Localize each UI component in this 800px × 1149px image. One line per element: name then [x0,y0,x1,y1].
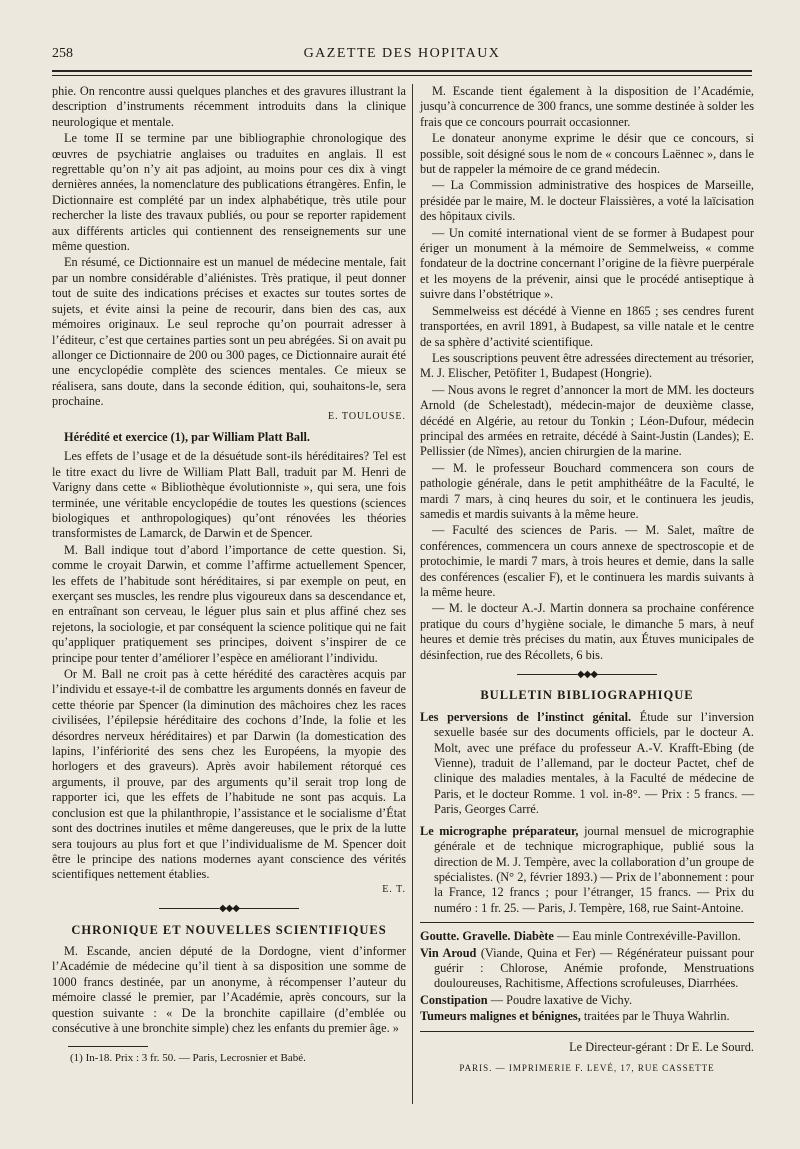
bibliography-title: Le micrographe préparateur, [420,823,579,838]
paragraph: — M. le docteur A.-J. Martin donnera sa prochaine conférence pratique du cours d’hygiène sociale, le dimanche 5 mars, à neuf heures et demie très précises du matin, aux Étuves municipales de désinfection, rue des Récollets, 6 bis. [420,601,754,662]
section-heading: CHRONIQUE ET NOUVELLES SCIENTIFIQUES [71,922,387,937]
advert-text: — Poudre laxative de Vichy. [487,992,633,1007]
bibliography-title: Les perversions de l’instinct génital. [420,709,632,724]
bibliography-entry [420,824,754,916]
paragraph: M. Ball indique tout d’abord l’importance de cette question. Si, comme le croyait Darwin, et comme l’affirme actuellement Spencer, les effets de l’habitude sont héréditaires, si par exemple on peut, en exerçant ses muscles, les rendre plus vigoureux dans sa descendance et, en entraînant son cerveau, le léguer plus sain et plus affiné chez ses rejetons, la sociologie, et par conséquent la science politique qui ne fait qu’appliquer pratiquement ses principes, doivent s’inspirer de ce principe pour tenter d’améliorer l’espèce en améliorant l’individu. [52,542,406,665]
paragraph: En résumé, ce Dictionnaire est un manuel de médecine mentale, fait par un nombre considérable d’aliénistes. Très pratique, il peut donner tout de suite des indications précises et exactes sur toutes sortes de sujets, et évite ainsi la peine de recourir, dans bien des cas, aux mémoires originaux. Le seul reproche qu’on pourrait adresser à l’éditeur, c’est que certaines parties sont un peu abrégées. Si on avait pu allonger ce Dictionnaire de 200 ou 300 pages, ce Dictionnaire aurait été une encyclopédie complète des sciences mentales. Ce mieux se réalisera, sans doute, dans la seconde édition, qui, souhaitons-le, sera prochaine. [52,255,406,409]
advert-title: Vin Aroud [420,945,477,960]
printer-imprint: PARIS. — IMPRIMERIE F. LEVÉ, 17, RUE CASSETTE [459,1062,715,1073]
paragraph: Le tome II se termine par une bibliographie chronologique des œuvres de psychiatrie anglaises ou traduites en anglais. Il est regrettable qu’on n’y ait pas adjoint, au moins pour ces dix à vingt dernières années, la nomenclature des publications étrangères. Enfin, le Dictionnaire est complété par un index alphabétique, très utile pour rechercher la liste des travaux publiés, ou pour se reporter rapidement aux différents articles qui contiennent des renseignements sur une même question. [52,131,406,254]
ornament-divider: ◆◆◆ [420,667,754,682]
signature: E. T. [382,883,406,895]
column-divider [412,84,413,1104]
paragraph: Or M. Ball ne croit pas à cette hérédité des caractères acquis par l’individu et essaye-t-il de combattre les arguments donnés en faveur de cette théorie par Spencer (la diminution des mâchoires chez les races civilisées, l’épilepsie héréditaire des cochons d’Inde, la folie et les désordres nerveux héréditaires) et par Darwin (la domestication des lapins, l’infériorité des sens chez les Européens, la myopie des horlogers et des graveurs). Après avoir habilement rétorqué ces arguments, il prouve, par des arguments qu’il serait trop long de rapporter ici, que les effets de l’habitude ne sont pas acquis. La conclusion est que la philanthropie, l’assistance et le socialisme d’État sont des doctrines inutiles et même dangereuses, que le prix de la lutte sera toujours au plus fort et que l’individualisme de M. Spencer doit être le principe des nations modernes ayant conscience des vérités scientifiques nettement établies. [52,667,406,882]
page-header [52,46,752,66]
advert-text: traitées par le Thuya Wahrlin. [580,1009,730,1024]
page-number: 258 [52,46,73,61]
advert-text: — Eau minle Contrexéville-Pavillon. [553,929,741,944]
bibliography-text: Étude sur l’inversion sexuelle basée sur des documents officiels, par le docteur A. Molt, avec une préface du professeur A.-V. Krafft-Ebing (de Vienne), traduit de l’allemand, par le docteur Pactet, chef de clinique des maladies mentales, à la Faculté de médecine de Paris, et le docteur Romme. 1 vol. in-8°. — Prix : 5 francs. — Paris, Georges Carré. [434,709,754,817]
header-rule-thin [52,75,752,76]
paragraph: Le donateur anonyme exprime le désir que ce concours, si possible, soit désigné sous le nom de « concours Laënnec », dans le but de rappeler la mémoire de ce grand médecin. [420,131,754,177]
advert-title: Goutte. Gravelle. Diabète [420,929,554,944]
paragraph: Les effets de l’usage et de la désuétude sont-ils héréditaires? Tel est le titre exact du livre de William Platt Ball, traduit par M. Henri de Varigny dans cette « Bibliothèque évolutionniste », qui sera, une fois terminée, une véritable encyclopédie de toutes les questions (sciences biologiques et anthropologiques) qu’ont rénovées les théories transformistes de Lamarck, de Darwin et de Spencer. [52,449,406,541]
paragraph: — M. le professeur Bouchard commencera son cours de pathologie générale, dans le petit amphithéâtre de la Faculté, le mardi 7 mars, à cinq heures du soir, et le continuera les jeudis, samedis et mardis suivants à la même heure. [420,460,754,521]
footnote-rule [68,1046,148,1047]
advert-line [420,1009,754,1024]
journal-title: GAZETTE DES HOPITAUX [303,46,501,61]
director-manager: Le Directeur-gérant : Dr E. Le Sourd. [569,1039,754,1054]
ornament-divider: ◆◆◆ [52,901,406,916]
paragraph: — La Commission administrative des hospices de Marseille, présidée par le maire, M. le docteur Flaissières, a voté la laïcisation des hôpitaux civils. [420,178,754,224]
advert-title: Tumeurs malignes et bénignes, [420,1009,581,1024]
paragraph: Semmelweiss est décédé à Vienne en 1865 ; ses cendres furent transportées, en avril 1891, à Budapest, sa ville natale et le centre de sa sphère d’activité scientifique. [420,303,754,349]
signature: E. TOULOUSE. [327,410,406,422]
paragraph: phie. On rencontre aussi quelques planches et des gravures illustrant la description d’instruments récemment introduits dans la clinique neurologique et mentale. [52,84,406,129]
header-rule [52,70,752,72]
advert-line [420,929,754,944]
footnote: (1) In-18. Prix : 3 fr. 50. — Paris, Lecrosnier et Babé. [70,1052,306,1065]
paragraph: M. Escande tient également à la disposition de l’Académie, jusqu’à concurrence de 300 francs, une somme destinée à solder les frais que ce concours pourrait occasionner. [420,84,754,129]
right-column [420,84,754,1076]
advert-rule [420,922,754,923]
paragraph: Les souscriptions peuvent être adressées directement au trésorier, M. J. Elischer, Petöfiter 1, Budapest (Hongrie). [420,350,754,381]
paragraph: — Un comité international vient de se former à Budapest pour ériger un monument à la mémoire de Semmelweiss, « comme fondateur de la doctrine concernant l’origine de la fièvre puerpérale et les moyens de la prévenir, ainsi que le procédé antiseptique à suivre dans l’obstétrique ». [420,225,754,302]
left-column [52,84,406,1068]
advert-title: Constipation [420,992,488,1007]
paragraph: M. Escande, ancien député de la Dordogne, vient d’informer l’Académie de médecine qu’il tient à sa disposition une somme de 1000 francs destinée, par un anonyme, à récompenser l’auteur du mémoire classé le premier, par l’Académie, après concours, sur la question suivante : « De la bronchite capillaire (d’emblée ou consécutive à une bronchite simple) chez les enfants du premier âge. » [52,943,406,1035]
bibliography-entry [420,710,754,818]
article-title: Hérédité et exercice (1), par William Platt Ball. [64,429,310,444]
section-heading: BULLETIN BIBLIOGRAPHIQUE [480,688,694,703]
advert-rule [420,1031,754,1032]
paragraph: — Faculté des sciences de Paris. — M. Salet, maître de conférences, commencera un cours annexe de spectroscopie et de protochimie, le mardi 7 mars, à trois heures et demie, dans la salle des conférences (escalier F), et le continuera les mardis suivants à la même heure. [420,523,754,599]
paragraph: — Nous avons le regret d’annoncer la mort de MM. les docteurs Arnold (de Schelestadt), médecin-major de deuxième classe, décédé en Algérie, au retour du Tonkin ; Léon-Dufour, médecin principal des armées en retraite, décédé à Saint-Justin (Landes); E. Pellissier (de Nîmes), ancien chirurgien de la marine. [420,382,754,459]
advert-line [420,946,754,992]
bibliography-text: journal mensuel de micrographie générale et de technique micrographique, publié sous la direction de M. J. Tempère, avec la collaboration d’un groupe de spécialistes. (N° 2, février 1893.) — Prix de l’abonnement : pour la France, 12 francs ; pour l’étranger, 15 francs. — Prix du numéro : 1 fr. 25. — Paris, J. Tempère, 168, rue Saint-Antoine. [434,823,754,915]
advert-line [420,993,754,1008]
advert-text: (Viande, Quina et Fer) — Régénérateur puissant pour guérir : Chlorose, Anémie profonde, Menstruations douloureuses, Rachitisme, Affections scrofuleuses, Diarrhées. [434,945,754,991]
